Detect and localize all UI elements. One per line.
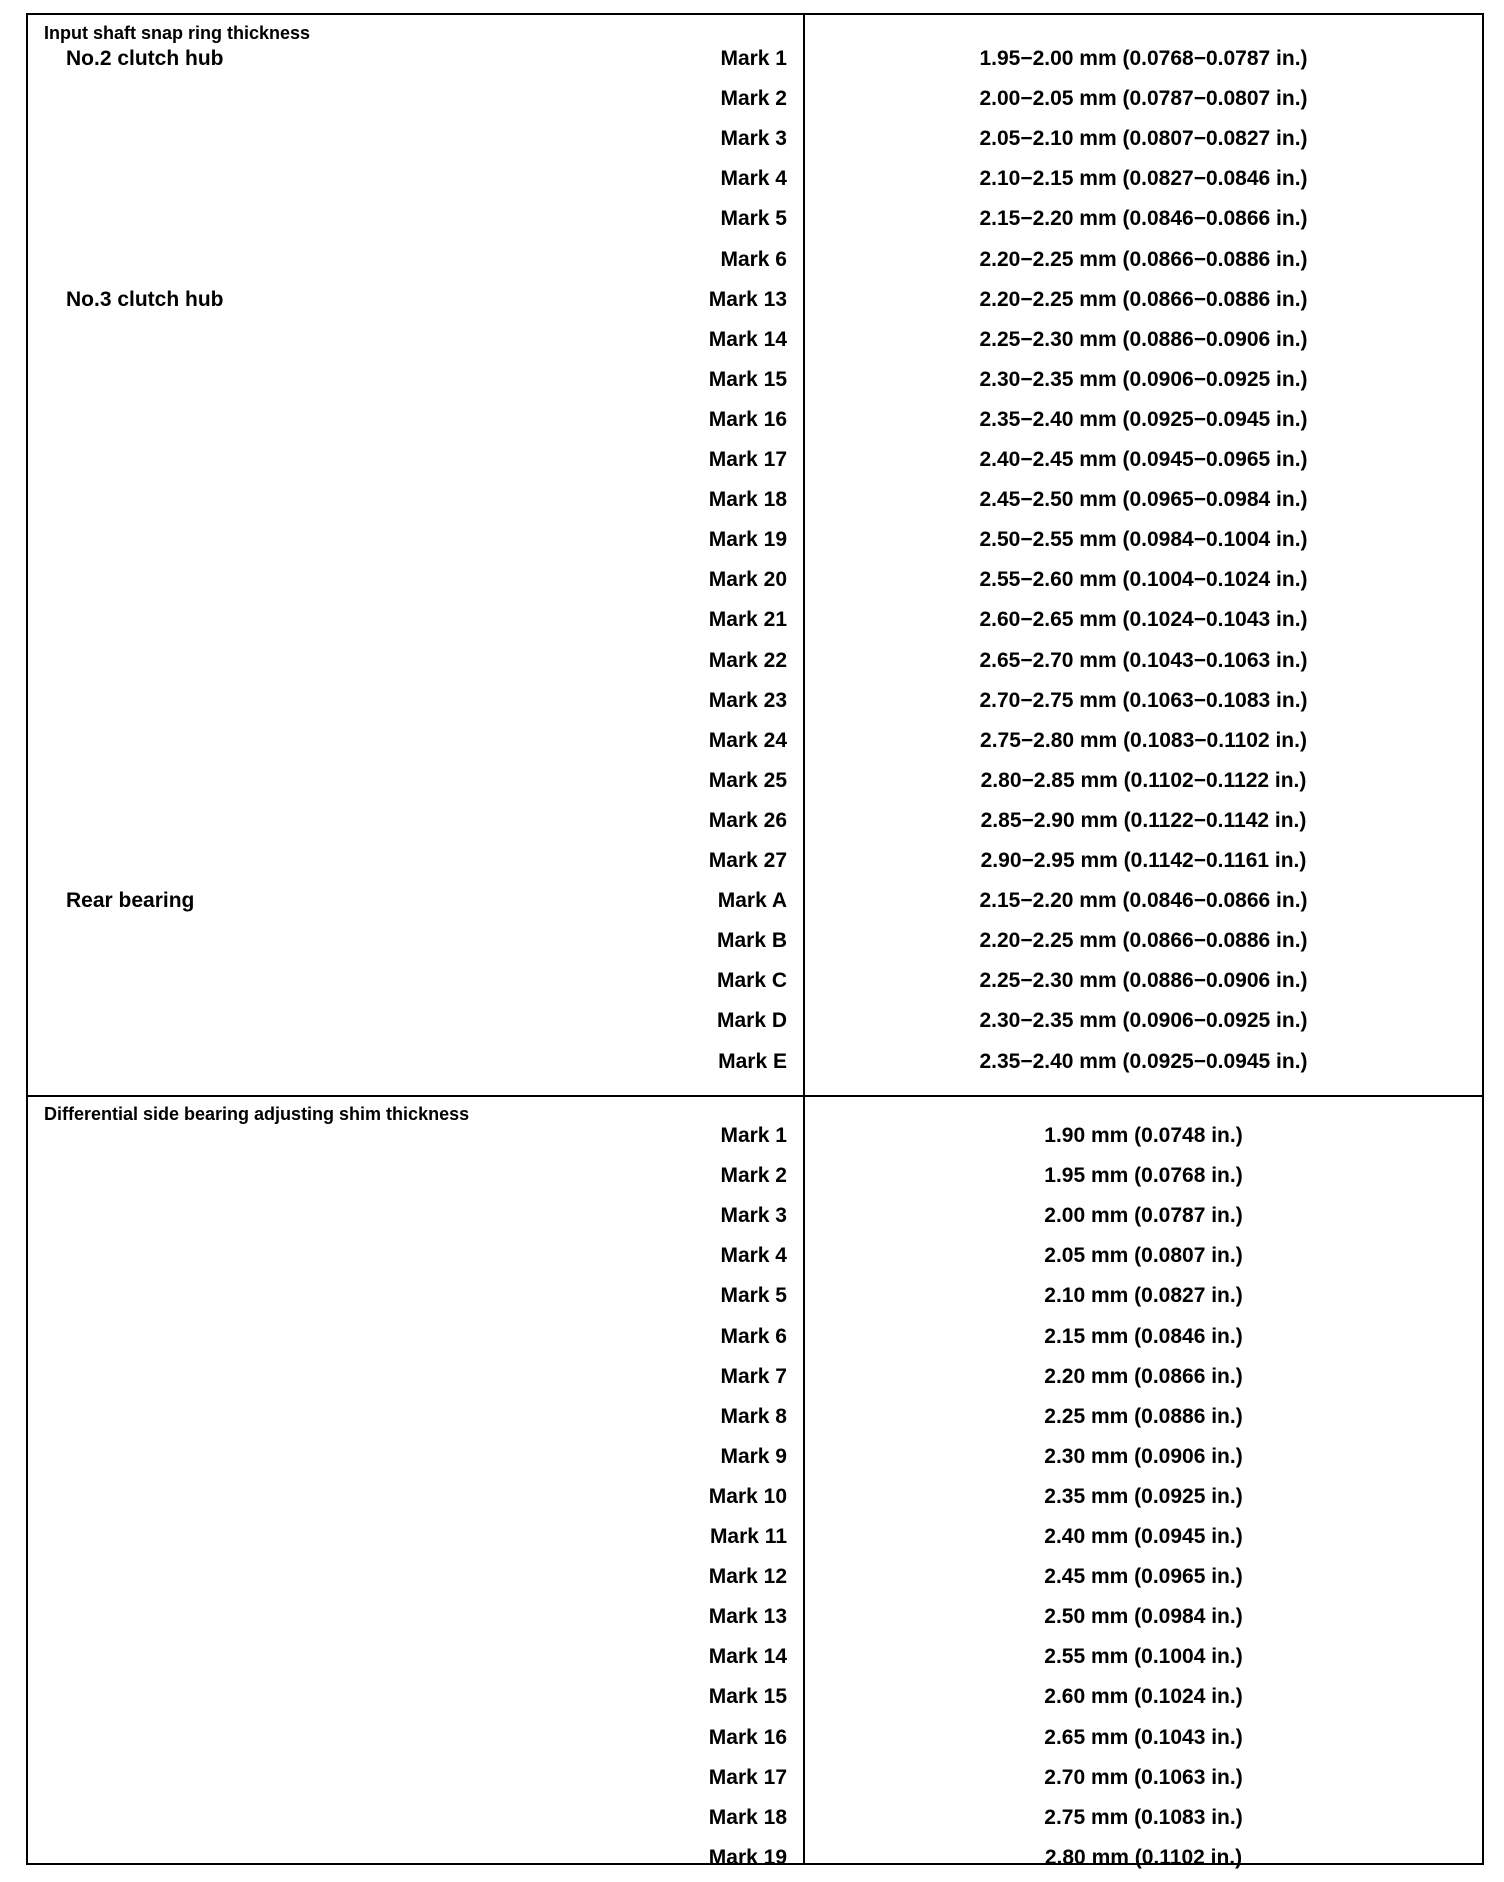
mark-label: Mark C bbox=[716, 969, 787, 993]
mark-label: Mark 5 bbox=[720, 1284, 787, 1308]
thickness-value: 2.40 mm (0.0945 in.) bbox=[1044, 1525, 1243, 1548]
thickness-value: 2.55−2.60 mm (0.1004−0.1024 in.) bbox=[979, 568, 1308, 592]
table-row bbox=[28, 1317, 1482, 1357]
table-row bbox=[28, 1677, 1482, 1717]
thickness-value: 2.00−2.05 mm (0.0787−0.0807 in.) bbox=[979, 87, 1308, 111]
table-row bbox=[28, 39, 1482, 79]
mark-label: Mark B bbox=[716, 929, 787, 953]
mark-label: Mark D bbox=[716, 1009, 787, 1033]
thickness-value: 2.20−2.25 mm (0.0866−0.0886 in.) bbox=[979, 287, 1308, 311]
thickness-value: 2.45−2.50 mm (0.0965−0.0984 in.) bbox=[979, 488, 1308, 512]
table-row bbox=[28, 320, 1482, 360]
table-row bbox=[28, 440, 1482, 480]
table-row bbox=[28, 1001, 1482, 1041]
mark-label: Mark 20 bbox=[708, 568, 787, 592]
mark-label: Mark 25 bbox=[708, 768, 787, 792]
thickness-value: 2.35 mm (0.0925 in.) bbox=[1044, 1484, 1243, 1508]
table-row bbox=[28, 1196, 1482, 1236]
thickness-value: 2.65−2.70 mm (0.1043−0.1063 in.) bbox=[979, 648, 1308, 672]
thickness-value: 2.85−2.90 mm (0.1122−0.1142 in.) bbox=[980, 808, 1307, 832]
table-row bbox=[28, 1116, 1482, 1156]
thickness-value: 2.90−2.95 mm (0.1142−0.1161 in.) bbox=[980, 849, 1307, 872]
thickness-value: 2.30−2.35 mm (0.0906−0.0925 in.) bbox=[979, 1009, 1308, 1033]
mark-label: Mark 3 bbox=[720, 1204, 787, 1228]
table-row bbox=[28, 159, 1482, 199]
thickness-value: 2.75−2.80 mm (0.1083−0.1102 in.) bbox=[980, 728, 1307, 752]
table-row bbox=[28, 1597, 1482, 1637]
mark-label: Mark 15 bbox=[708, 1685, 787, 1709]
table-row bbox=[28, 881, 1482, 921]
section-heading: Input shaft snap ring thickness bbox=[44, 23, 311, 43]
mark-label: Mark A bbox=[717, 889, 787, 913]
thickness-value: 2.80 mm (0.1102 in.) bbox=[1044, 1845, 1243, 1869]
table-row bbox=[28, 1156, 1482, 1196]
mark-label: Mark 10 bbox=[708, 1484, 787, 1508]
mark-label: Mark 14 bbox=[708, 327, 787, 351]
table-row bbox=[28, 1798, 1482, 1838]
table-row bbox=[28, 721, 1482, 761]
mark-label: Mark 6 bbox=[720, 247, 787, 271]
thickness-value: 2.10 mm (0.0827 in.) bbox=[1044, 1284, 1243, 1308]
mark-label: Mark 6 bbox=[720, 1324, 787, 1348]
section-divider bbox=[28, 1095, 1482, 1097]
thickness-value: 2.60 mm (0.1024 in.) bbox=[1044, 1685, 1243, 1709]
thickness-value: 2.40−2.45 mm (0.0945−0.0965 in.) bbox=[979, 448, 1308, 471]
table-row bbox=[28, 360, 1482, 400]
mark-label: Mark 7 bbox=[720, 1364, 787, 1388]
mark-label: Mark 4 bbox=[720, 167, 787, 191]
group-label: Rear bearing bbox=[66, 889, 195, 913]
table-row bbox=[28, 560, 1482, 600]
mark-label: Mark 24 bbox=[708, 728, 787, 752]
thickness-value: 2.25 mm (0.0886 in.) bbox=[1044, 1404, 1243, 1428]
mark-label: Mark 16 bbox=[708, 407, 787, 431]
thickness-value: 2.15 mm (0.0846 in.) bbox=[1044, 1324, 1243, 1348]
thickness-value: 2.05−2.10 mm (0.0807−0.0827 in.) bbox=[979, 127, 1308, 151]
group-label: No.3 clutch hub bbox=[66, 287, 224, 311]
thickness-value: 2.15−2.20 mm (0.0846−0.0866 in.) bbox=[979, 207, 1308, 231]
mark-label: Mark 14 bbox=[708, 1645, 787, 1669]
thickness-value: 2.65 mm (0.1043 in.) bbox=[1044, 1725, 1243, 1749]
mark-label: Mark 16 bbox=[708, 1725, 787, 1749]
table-row bbox=[28, 400, 1482, 440]
table-row bbox=[28, 480, 1482, 520]
mark-label: Mark 1 bbox=[720, 47, 787, 70]
table-row bbox=[28, 1758, 1482, 1798]
table-row bbox=[28, 1397, 1482, 1437]
thickness-value: 2.35−2.40 mm (0.0925−0.0945 in.) bbox=[979, 407, 1308, 431]
mark-label: Mark E bbox=[718, 1049, 787, 1073]
thickness-value: 2.25−2.30 mm (0.0886−0.0906 in.) bbox=[979, 327, 1308, 351]
table-row bbox=[28, 681, 1482, 721]
mark-label: Mark 4 bbox=[720, 1244, 787, 1268]
table-row bbox=[28, 1517, 1482, 1557]
mark-label: Mark 17 bbox=[708, 1765, 787, 1789]
mark-label: Mark 9 bbox=[720, 1444, 787, 1468]
table-row bbox=[28, 1838, 1482, 1878]
table-row bbox=[28, 761, 1482, 801]
mark-label: Mark 1 bbox=[720, 1124, 787, 1147]
thickness-value: 2.20−2.25 mm (0.0866−0.0886 in.) bbox=[979, 929, 1308, 953]
mark-label: Mark 19 bbox=[708, 1845, 787, 1869]
table-row bbox=[28, 1477, 1482, 1517]
table-row bbox=[28, 1637, 1482, 1677]
mark-label: Mark 8 bbox=[720, 1404, 787, 1428]
table-row bbox=[28, 119, 1482, 159]
table-row bbox=[28, 79, 1482, 119]
thickness-value: 2.35−2.40 mm (0.0925−0.0945 in.) bbox=[979, 1049, 1308, 1073]
mark-label: Mark 18 bbox=[708, 488, 787, 512]
table-row bbox=[28, 1357, 1482, 1397]
thickness-value: 2.50 mm (0.0984 in.) bbox=[1044, 1605, 1243, 1629]
group-label: No.2 clutch hub bbox=[66, 47, 224, 70]
thickness-value: 2.25−2.30 mm (0.0886−0.0906 in.) bbox=[979, 969, 1308, 993]
thickness-value: 2.10−2.15 mm (0.0827−0.0846 in.) bbox=[979, 167, 1308, 191]
thickness-value: 2.45 mm (0.0965 in.) bbox=[1044, 1565, 1243, 1589]
thickness-value: 1.90 mm (0.0748 in.) bbox=[1044, 1124, 1243, 1147]
thickness-value: 2.05 mm (0.0807 in.) bbox=[1044, 1244, 1243, 1268]
thickness-value: 2.70−2.75 mm (0.1063−0.1083 in.) bbox=[979, 688, 1308, 712]
thickness-value: 2.15−2.20 mm (0.0846−0.0866 in.) bbox=[979, 889, 1308, 913]
mark-label: Mark 5 bbox=[720, 207, 787, 231]
table-row bbox=[28, 1276, 1482, 1316]
thickness-value: 1.95−2.00 mm (0.0768−0.0787 in.) bbox=[979, 47, 1308, 70]
thickness-value: 2.30 mm (0.0906 in.) bbox=[1044, 1444, 1243, 1468]
mark-label: Mark 12 bbox=[708, 1565, 787, 1589]
thickness-value: 2.55 mm (0.1004 in.) bbox=[1044, 1645, 1243, 1669]
table-row bbox=[28, 280, 1482, 320]
table-row bbox=[28, 600, 1482, 640]
table-row bbox=[28, 1718, 1482, 1758]
mark-label: Mark 27 bbox=[708, 849, 787, 872]
thickness-value: 2.30−2.35 mm (0.0906−0.0925 in.) bbox=[979, 367, 1308, 391]
thickness-value: 2.20−2.25 mm (0.0866−0.0886 in.) bbox=[979, 247, 1308, 271]
table-row bbox=[28, 1437, 1482, 1477]
mark-label: Mark 11 bbox=[709, 1525, 787, 1548]
thickness-value: 2.70 mm (0.1063 in.) bbox=[1044, 1765, 1243, 1789]
table-row bbox=[28, 1557, 1482, 1597]
table-row bbox=[28, 199, 1482, 239]
mark-label: Mark 2 bbox=[720, 1164, 787, 1188]
table-row bbox=[28, 801, 1482, 841]
thickness-value: 2.00 mm (0.0787 in.) bbox=[1044, 1204, 1243, 1228]
mark-label: Mark 22 bbox=[708, 648, 787, 672]
mark-label: Mark 13 bbox=[708, 1605, 787, 1629]
table-row bbox=[28, 841, 1482, 881]
thickness-value: 2.20 mm (0.0866 in.) bbox=[1044, 1364, 1243, 1388]
mark-label: Mark 17 bbox=[708, 448, 787, 471]
thickness-value: 2.60−2.65 mm (0.1024−0.1043 in.) bbox=[979, 608, 1308, 632]
table-row bbox=[28, 240, 1482, 280]
table-row bbox=[28, 520, 1482, 560]
thickness-value: 2.75 mm (0.1083 in.) bbox=[1044, 1805, 1243, 1829]
thickness-value: 1.95 mm (0.0768 in.) bbox=[1044, 1164, 1243, 1188]
thickness-value: 2.80−2.85 mm (0.1102−0.1122 in.) bbox=[980, 768, 1307, 792]
mark-label: Mark 3 bbox=[720, 127, 787, 151]
mark-label: Mark 13 bbox=[708, 287, 787, 311]
mark-label: Mark 2 bbox=[720, 87, 787, 111]
table-row bbox=[28, 921, 1482, 961]
mark-label: Mark 18 bbox=[708, 1805, 787, 1829]
mark-label: Mark 23 bbox=[708, 688, 787, 712]
table-row bbox=[28, 1236, 1482, 1276]
mark-label: Mark 15 bbox=[708, 367, 787, 391]
table-row bbox=[28, 961, 1482, 1001]
mark-label: Mark 21 bbox=[708, 608, 787, 632]
table-row bbox=[28, 1042, 1482, 1082]
section-heading: Differential side bearing adjusting shim thickness bbox=[44, 1104, 470, 1124]
spec-table bbox=[26, 13, 1484, 1869]
thickness-value: 2.50−2.55 mm (0.0984−0.1004 in.) bbox=[979, 528, 1308, 552]
table-row bbox=[28, 641, 1482, 681]
mark-label: Mark 26 bbox=[708, 808, 787, 832]
mark-label: Mark 19 bbox=[708, 528, 787, 552]
